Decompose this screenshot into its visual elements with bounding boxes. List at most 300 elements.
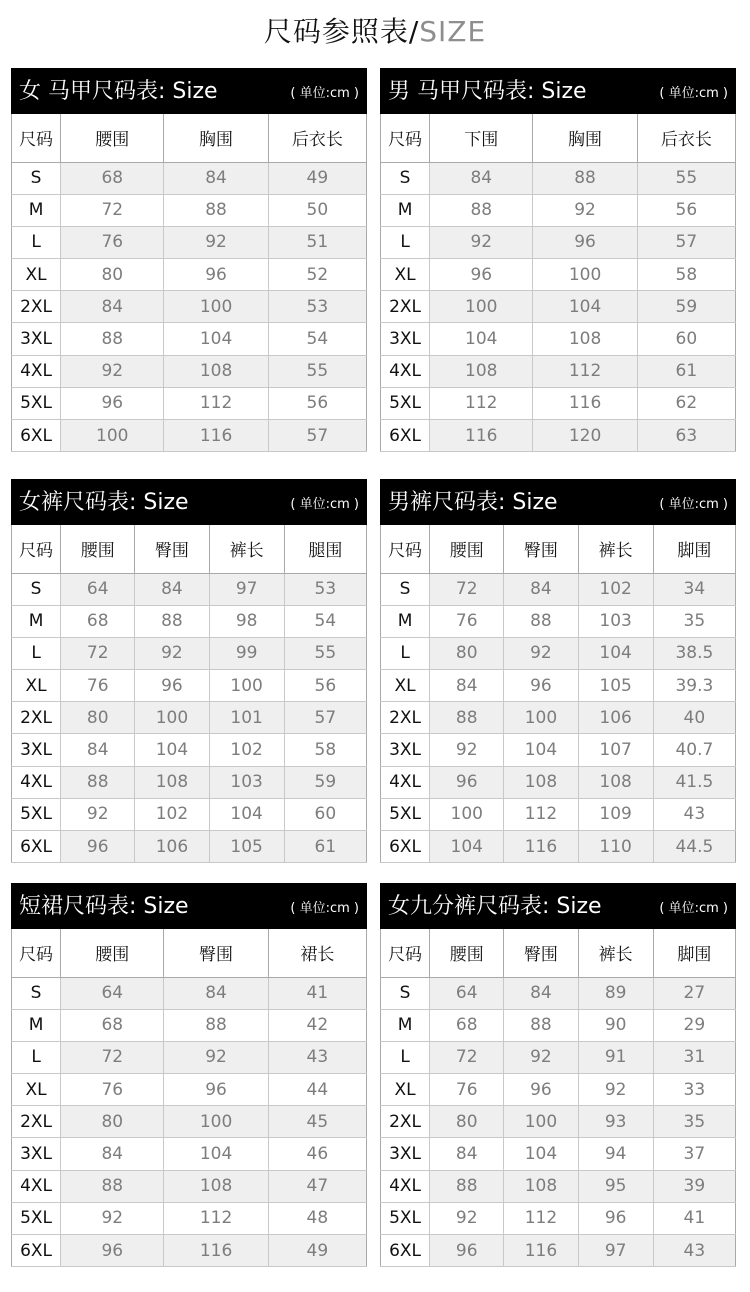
measurement-cell: 108 bbox=[164, 1170, 268, 1202]
measurement-cell: 40 bbox=[653, 702, 735, 734]
column-header: 腿围 bbox=[284, 525, 366, 573]
size-label-cell: S bbox=[12, 573, 61, 605]
table-row bbox=[381, 573, 736, 605]
size-label-cell: 4XL bbox=[381, 355, 430, 387]
unit-label: ( 单位:cm ) bbox=[290, 901, 359, 916]
measurement-cell: 84 bbox=[135, 573, 209, 605]
size-label-cell: 2XL bbox=[12, 702, 61, 734]
size-label-cell: M bbox=[12, 194, 61, 226]
measurement-cell: 33 bbox=[653, 1074, 735, 1106]
table-row bbox=[381, 323, 736, 355]
measurement-cell: 108 bbox=[578, 766, 653, 798]
size-table bbox=[11, 929, 367, 1267]
table-row bbox=[12, 637, 367, 669]
measurement-cell: 76 bbox=[61, 226, 164, 258]
size-label-cell: XL bbox=[12, 1074, 61, 1106]
measurement-cell: 84 bbox=[430, 162, 533, 194]
size-label-cell: L bbox=[381, 637, 430, 669]
table-row bbox=[12, 162, 367, 194]
measurement-cell: 57 bbox=[268, 420, 366, 452]
size-label-cell: 2XL bbox=[12, 1106, 61, 1138]
measurement-cell: 108 bbox=[164, 355, 268, 387]
size-label-cell: 4XL bbox=[381, 766, 430, 798]
size-label-cell: 2XL bbox=[12, 291, 61, 323]
measurement-cell: 99 bbox=[209, 637, 284, 669]
measurement-cell: 51 bbox=[268, 226, 366, 258]
measurement-cell: 84 bbox=[61, 291, 164, 323]
measurement-cell: 92 bbox=[533, 194, 637, 226]
column-header: 尺码 bbox=[381, 929, 430, 977]
page-title bbox=[0, 14, 750, 50]
column-header: 下围 bbox=[430, 114, 533, 162]
table-row bbox=[381, 162, 736, 194]
measurement-cell: 91 bbox=[578, 1041, 653, 1073]
measurement-cell: 116 bbox=[430, 420, 533, 452]
table-row bbox=[12, 798, 367, 830]
size-label-cell: M bbox=[12, 605, 61, 637]
measurement-cell: 49 bbox=[268, 162, 366, 194]
measurement-cell: 100 bbox=[61, 420, 164, 452]
size-table bbox=[380, 929, 736, 1267]
measurement-cell: 112 bbox=[504, 1202, 578, 1234]
measurement-cell: 88 bbox=[504, 1009, 578, 1041]
measurement-cell: 108 bbox=[135, 766, 209, 798]
measurement-cell: 84 bbox=[61, 734, 135, 766]
measurement-cell: 100 bbox=[209, 670, 284, 702]
measurement-cell: 59 bbox=[637, 291, 735, 323]
measurement-cell: 60 bbox=[637, 323, 735, 355]
size-label-cell: S bbox=[12, 977, 61, 1009]
size-label-cell: 6XL bbox=[12, 1235, 61, 1267]
table-row bbox=[381, 670, 736, 702]
measurement-cell: 47 bbox=[268, 1170, 366, 1202]
measurement-cell: 112 bbox=[164, 387, 268, 419]
table-row bbox=[381, 1074, 736, 1106]
size-label-cell: 5XL bbox=[12, 798, 61, 830]
panel-title: 男裤尺码表: Size bbox=[388, 490, 558, 515]
measurement-cell: 104 bbox=[504, 1138, 578, 1170]
table-row bbox=[381, 1106, 736, 1138]
measurement-cell: 104 bbox=[430, 323, 533, 355]
table-row bbox=[381, 1202, 736, 1234]
measurement-cell: 80 bbox=[61, 1106, 164, 1138]
measurement-cell: 92 bbox=[164, 1041, 268, 1073]
measurement-cell: 54 bbox=[268, 323, 366, 355]
measurement-cell: 106 bbox=[578, 702, 653, 734]
measurement-cell: 68 bbox=[430, 1009, 504, 1041]
measurement-cell: 43 bbox=[653, 1235, 735, 1267]
column-header: 腰围 bbox=[61, 929, 164, 977]
table-row bbox=[12, 1235, 367, 1267]
measurement-cell: 92 bbox=[430, 734, 504, 766]
measurement-cell: 43 bbox=[268, 1041, 366, 1073]
measurement-cell: 64 bbox=[430, 977, 504, 1009]
measurement-cell: 55 bbox=[284, 637, 366, 669]
table-row bbox=[381, 1041, 736, 1073]
unit-label: ( 单位:cm ) bbox=[659, 901, 728, 916]
column-header: 腰围 bbox=[430, 929, 504, 977]
table-row bbox=[12, 226, 367, 258]
measurement-cell: 92 bbox=[430, 1202, 504, 1234]
size-label-cell: S bbox=[12, 162, 61, 194]
column-header: 尺码 bbox=[381, 525, 430, 573]
measurement-cell: 34 bbox=[653, 573, 735, 605]
measurement-cell: 96 bbox=[135, 670, 209, 702]
column-header: 脚围 bbox=[653, 929, 735, 977]
measurement-cell: 59 bbox=[284, 766, 366, 798]
table-row bbox=[12, 1074, 367, 1106]
size-table bbox=[380, 114, 736, 452]
table-row bbox=[381, 1138, 736, 1170]
vest-men-size-panel bbox=[380, 68, 736, 452]
measurement-cell: 92 bbox=[504, 637, 578, 669]
measurement-cell: 84 bbox=[430, 1138, 504, 1170]
column-header: 腰围 bbox=[430, 525, 504, 573]
measurement-cell: 61 bbox=[284, 831, 366, 863]
measurement-cell: 112 bbox=[533, 355, 637, 387]
size-label-cell: 5XL bbox=[381, 387, 430, 419]
table-row bbox=[381, 798, 736, 830]
size-label-cell: 2XL bbox=[381, 702, 430, 734]
measurement-cell: 100 bbox=[135, 702, 209, 734]
table-row bbox=[381, 355, 736, 387]
panel-header bbox=[380, 479, 736, 525]
page-title-separator: / bbox=[408, 15, 420, 48]
table-header-row bbox=[381, 114, 736, 162]
measurement-cell: 104 bbox=[430, 831, 504, 863]
measurement-cell: 96 bbox=[61, 831, 135, 863]
measurement-cell: 100 bbox=[430, 291, 533, 323]
measurement-cell: 103 bbox=[578, 605, 653, 637]
measurement-cell: 116 bbox=[504, 1235, 578, 1267]
column-header: 胸围 bbox=[533, 114, 637, 162]
table-row bbox=[12, 831, 367, 863]
measurement-cell: 88 bbox=[135, 605, 209, 637]
measurement-cell: 105 bbox=[209, 831, 284, 863]
table-row bbox=[12, 355, 367, 387]
column-header: 尺码 bbox=[12, 929, 61, 977]
measurement-cell: 88 bbox=[430, 194, 533, 226]
size-label-cell: 4XL bbox=[381, 1170, 430, 1202]
measurement-cell: 88 bbox=[504, 605, 578, 637]
size-label-cell: L bbox=[12, 226, 61, 258]
size-label-cell: 2XL bbox=[381, 291, 430, 323]
table-header-row bbox=[12, 114, 367, 162]
measurement-cell: 95 bbox=[578, 1170, 653, 1202]
measurement-cell: 96 bbox=[61, 387, 164, 419]
measurement-cell: 93 bbox=[578, 1106, 653, 1138]
measurement-cell: 92 bbox=[61, 1202, 164, 1234]
measurement-cell: 68 bbox=[61, 1009, 164, 1041]
panel-header bbox=[380, 883, 736, 929]
table-row bbox=[381, 766, 736, 798]
size-label-cell: 6XL bbox=[381, 831, 430, 863]
size-label-cell: S bbox=[381, 162, 430, 194]
measurement-cell: 106 bbox=[135, 831, 209, 863]
measurement-cell: 96 bbox=[430, 1235, 504, 1267]
skirt-size-panel bbox=[11, 883, 367, 1267]
column-header: 脚围 bbox=[653, 525, 735, 573]
panel-title: 短裙尺码表: Size bbox=[19, 894, 189, 919]
measurement-cell: 84 bbox=[164, 977, 268, 1009]
table-row bbox=[12, 734, 367, 766]
measurement-cell: 35 bbox=[653, 605, 735, 637]
measurement-cell: 80 bbox=[430, 637, 504, 669]
measurement-cell: 100 bbox=[504, 1106, 578, 1138]
measurement-cell: 84 bbox=[61, 1138, 164, 1170]
measurement-cell: 57 bbox=[637, 226, 735, 258]
column-header: 胸围 bbox=[164, 114, 268, 162]
page-title-cn: 尺码参照表 bbox=[263, 15, 409, 48]
size-label-cell: XL bbox=[381, 670, 430, 702]
measurement-cell: 45 bbox=[268, 1106, 366, 1138]
unit-label: ( 单位:cm ) bbox=[659, 86, 728, 101]
measurement-cell: 72 bbox=[61, 1041, 164, 1073]
measurement-cell: 94 bbox=[578, 1138, 653, 1170]
measurement-cell: 108 bbox=[533, 323, 637, 355]
measurement-cell: 88 bbox=[61, 1170, 164, 1202]
measurement-cell: 68 bbox=[61, 605, 135, 637]
measurement-cell: 108 bbox=[504, 766, 578, 798]
measurement-cell: 112 bbox=[430, 387, 533, 419]
size-label-cell: 3XL bbox=[12, 323, 61, 355]
measurement-cell: 120 bbox=[533, 420, 637, 452]
column-header: 后衣长 bbox=[268, 114, 366, 162]
column-header: 裤长 bbox=[578, 525, 653, 573]
table-row bbox=[381, 226, 736, 258]
measurement-cell: 108 bbox=[504, 1170, 578, 1202]
size-label-cell: 3XL bbox=[381, 323, 430, 355]
measurement-cell: 84 bbox=[504, 977, 578, 1009]
measurement-cell: 92 bbox=[61, 355, 164, 387]
size-label-cell: M bbox=[381, 1009, 430, 1041]
measurement-cell: 97 bbox=[578, 1235, 653, 1267]
unit-label: ( 单位:cm ) bbox=[659, 497, 728, 512]
measurement-cell: 42 bbox=[268, 1009, 366, 1041]
measurement-cell: 55 bbox=[637, 162, 735, 194]
size-label-cell: 6XL bbox=[12, 831, 61, 863]
measurement-cell: 96 bbox=[164, 1074, 268, 1106]
measurement-cell: 84 bbox=[504, 573, 578, 605]
measurement-cell: 48 bbox=[268, 1202, 366, 1234]
measurement-cell: 96 bbox=[504, 1074, 578, 1106]
size-label-cell: 6XL bbox=[12, 420, 61, 452]
table-row bbox=[381, 387, 736, 419]
measurement-cell: 88 bbox=[533, 162, 637, 194]
measurement-cell: 31 bbox=[653, 1041, 735, 1073]
measurement-cell: 41 bbox=[268, 977, 366, 1009]
measurement-cell: 90 bbox=[578, 1009, 653, 1041]
size-label-cell: 6XL bbox=[381, 1235, 430, 1267]
measurement-cell: 63 bbox=[637, 420, 735, 452]
table-row bbox=[12, 387, 367, 419]
measurement-cell: 102 bbox=[135, 798, 209, 830]
size-label-cell: XL bbox=[12, 670, 61, 702]
unit-label: ( 单位:cm ) bbox=[290, 86, 359, 101]
measurement-cell: 44.5 bbox=[653, 831, 735, 863]
table-row bbox=[12, 1138, 367, 1170]
size-label-cell: S bbox=[381, 977, 430, 1009]
measurement-cell: 76 bbox=[61, 1074, 164, 1106]
size-label-cell: S bbox=[381, 573, 430, 605]
measurement-cell: 116 bbox=[164, 1235, 268, 1267]
size-label-cell: M bbox=[381, 194, 430, 226]
measurement-cell: 100 bbox=[164, 291, 268, 323]
measurement-cell: 57 bbox=[284, 702, 366, 734]
size-label-cell: 5XL bbox=[381, 1202, 430, 1234]
size-label-cell: 5XL bbox=[381, 798, 430, 830]
table-row bbox=[12, 670, 367, 702]
table-row bbox=[12, 323, 367, 355]
column-header: 裙长 bbox=[268, 929, 366, 977]
table-row bbox=[12, 605, 367, 637]
cropped-pants-women-size-panel bbox=[380, 883, 736, 1267]
measurement-cell: 53 bbox=[268, 291, 366, 323]
table-row bbox=[12, 259, 367, 291]
measurement-cell: 72 bbox=[61, 637, 135, 669]
measurement-cell: 56 bbox=[268, 387, 366, 419]
table-row bbox=[381, 259, 736, 291]
panel-header bbox=[11, 68, 367, 114]
measurement-cell: 60 bbox=[284, 798, 366, 830]
size-label-cell: 2XL bbox=[381, 1106, 430, 1138]
column-header: 尺码 bbox=[381, 114, 430, 162]
measurement-cell: 50 bbox=[268, 194, 366, 226]
measurement-cell: 76 bbox=[61, 670, 135, 702]
measurement-cell: 41.5 bbox=[653, 766, 735, 798]
column-header: 裤长 bbox=[209, 525, 284, 573]
size-label-cell: 3XL bbox=[381, 1138, 430, 1170]
measurement-cell: 80 bbox=[61, 259, 164, 291]
table-row bbox=[12, 420, 367, 452]
measurement-cell: 38.5 bbox=[653, 637, 735, 669]
measurement-cell: 54 bbox=[284, 605, 366, 637]
table-row bbox=[381, 637, 736, 669]
size-table bbox=[11, 525, 367, 863]
column-header: 臀围 bbox=[135, 525, 209, 573]
table-row bbox=[381, 420, 736, 452]
table-header-row bbox=[381, 929, 736, 977]
measurement-cell: 72 bbox=[61, 194, 164, 226]
table-row bbox=[381, 702, 736, 734]
measurement-cell: 96 bbox=[61, 1235, 164, 1267]
measurement-cell: 107 bbox=[578, 734, 653, 766]
size-label-cell: L bbox=[381, 1041, 430, 1073]
size-label-cell: 6XL bbox=[381, 420, 430, 452]
pants-men-size-panel bbox=[380, 479, 736, 863]
measurement-cell: 58 bbox=[637, 259, 735, 291]
column-header: 臀围 bbox=[504, 929, 578, 977]
panel-header bbox=[11, 479, 367, 525]
table-row bbox=[381, 291, 736, 323]
measurement-cell: 112 bbox=[164, 1202, 268, 1234]
size-label-cell: L bbox=[12, 637, 61, 669]
column-header: 后衣长 bbox=[637, 114, 735, 162]
table-header-row bbox=[381, 525, 736, 573]
measurement-cell: 96 bbox=[164, 259, 268, 291]
measurement-cell: 109 bbox=[578, 798, 653, 830]
measurement-cell: 89 bbox=[578, 977, 653, 1009]
panel-header bbox=[380, 68, 736, 114]
measurement-cell: 108 bbox=[430, 355, 533, 387]
table-row bbox=[381, 977, 736, 1009]
measurement-cell: 92 bbox=[504, 1041, 578, 1073]
measurement-cell: 102 bbox=[209, 734, 284, 766]
size-label-cell: 3XL bbox=[12, 1138, 61, 1170]
measurement-cell: 92 bbox=[164, 226, 268, 258]
column-header: 裤长 bbox=[578, 929, 653, 977]
measurement-cell: 49 bbox=[268, 1235, 366, 1267]
measurement-cell: 88 bbox=[430, 702, 504, 734]
page-title-en: SIZE bbox=[419, 15, 487, 48]
table-header-row bbox=[12, 525, 367, 573]
measurement-cell: 116 bbox=[533, 387, 637, 419]
table-row bbox=[12, 702, 367, 734]
size-label-cell: 5XL bbox=[12, 1202, 61, 1234]
panel-title: 女 马甲尺码表: Size bbox=[19, 79, 218, 104]
table-row bbox=[12, 1170, 367, 1202]
measurement-cell: 52 bbox=[268, 259, 366, 291]
measurement-cell: 80 bbox=[430, 1106, 504, 1138]
size-label-cell: M bbox=[381, 605, 430, 637]
measurement-cell: 88 bbox=[61, 766, 135, 798]
vest-women-size-panel bbox=[11, 68, 367, 452]
size-label-cell: 4XL bbox=[12, 1170, 61, 1202]
measurement-cell: 116 bbox=[164, 420, 268, 452]
measurement-cell: 68 bbox=[61, 162, 164, 194]
measurement-cell: 92 bbox=[578, 1074, 653, 1106]
measurement-cell: 72 bbox=[430, 573, 504, 605]
measurement-cell: 96 bbox=[430, 766, 504, 798]
measurement-cell: 64 bbox=[61, 977, 164, 1009]
unit-label: ( 单位:cm ) bbox=[290, 497, 359, 512]
measurement-cell: 35 bbox=[653, 1106, 735, 1138]
measurement-cell: 92 bbox=[135, 637, 209, 669]
size-label-cell: XL bbox=[381, 259, 430, 291]
measurement-cell: 92 bbox=[61, 798, 135, 830]
measurement-cell: 100 bbox=[504, 702, 578, 734]
measurement-cell: 88 bbox=[164, 1009, 268, 1041]
measurement-cell: 62 bbox=[637, 387, 735, 419]
measurement-cell: 56 bbox=[637, 194, 735, 226]
measurement-cell: 39.3 bbox=[653, 670, 735, 702]
measurement-cell: 43 bbox=[653, 798, 735, 830]
measurement-cell: 64 bbox=[61, 573, 135, 605]
panel-title: 女裤尺码表: Size bbox=[19, 490, 189, 515]
measurement-cell: 41 bbox=[653, 1202, 735, 1234]
measurement-cell: 116 bbox=[504, 831, 578, 863]
table-row bbox=[12, 573, 367, 605]
measurement-cell: 37 bbox=[653, 1138, 735, 1170]
size-label-cell: 3XL bbox=[381, 734, 430, 766]
measurement-cell: 44 bbox=[268, 1074, 366, 1106]
measurement-cell: 96 bbox=[533, 226, 637, 258]
measurement-cell: 104 bbox=[533, 291, 637, 323]
column-header: 臀围 bbox=[504, 525, 578, 573]
measurement-cell: 88 bbox=[430, 1170, 504, 1202]
measurement-cell: 40.7 bbox=[653, 734, 735, 766]
panel-header bbox=[11, 883, 367, 929]
table-header-row bbox=[12, 929, 367, 977]
pants-women-size-panel bbox=[11, 479, 367, 863]
table-row bbox=[381, 1009, 736, 1041]
measurement-cell: 29 bbox=[653, 1009, 735, 1041]
column-header: 尺码 bbox=[12, 525, 61, 573]
measurement-cell: 97 bbox=[209, 573, 284, 605]
measurement-cell: 104 bbox=[135, 734, 209, 766]
column-header: 臀围 bbox=[164, 929, 268, 977]
table-row bbox=[12, 1106, 367, 1138]
